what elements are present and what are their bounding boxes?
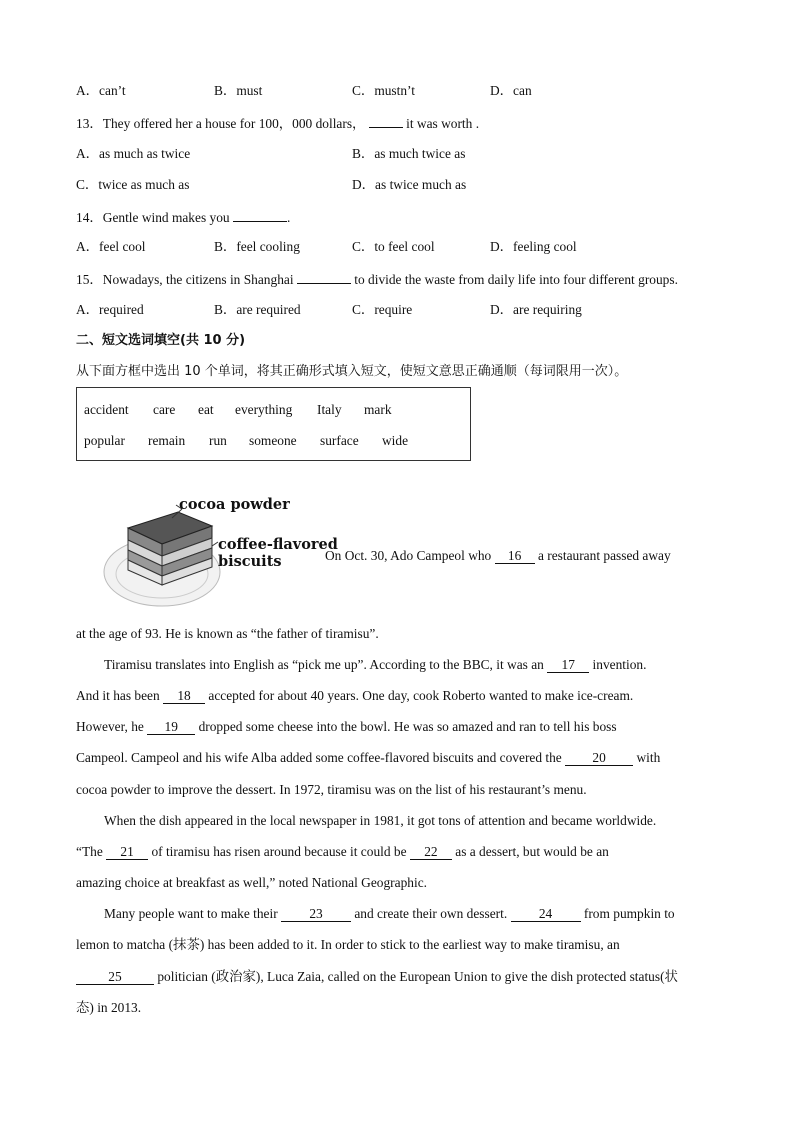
q15-option-c: C．require: [352, 302, 413, 317]
blank-18: 18: [163, 689, 205, 704]
q14-stem-before: 14．Gentle wind makes you: [76, 210, 230, 225]
passage-text: Campeol. Campeol and his wife Alba added some coffee-flavored biscuits and covered the: [76, 750, 566, 765]
blank-22: 22: [410, 845, 452, 860]
passage-text: And it has been: [76, 688, 164, 703]
word-popular: popular: [84, 433, 125, 448]
passage-line-6: [76, 750, 660, 766]
passage-line-13: [76, 969, 678, 985]
passage-line-3: [104, 657, 646, 673]
q12-option-d: D．can: [490, 83, 532, 98]
word-care: care: [153, 402, 176, 417]
q15-stem-before: 15．Nowadays, the citizens in Shanghai: [76, 272, 294, 287]
passage-text: invention.: [589, 657, 647, 672]
word-surface: surface: [320, 433, 359, 448]
tiramisu-figure: [100, 490, 338, 612]
word-run: run: [209, 433, 227, 448]
blank-20: 20: [565, 751, 633, 766]
passage-text: with: [633, 750, 661, 765]
q13-option-a: A．as much as twice: [76, 146, 191, 161]
q14-option-b: B．feel cooling: [214, 239, 300, 254]
passage-line-14: 态) in 2013.: [76, 1000, 142, 1015]
passage-text: “The: [76, 844, 107, 859]
passage-text: politician (政治家), Luca Zaia, called on the European Union to give the dish protected status(状: [154, 969, 678, 984]
word-eat: eat: [198, 402, 214, 417]
figure-label-biscuits: biscuits: [218, 553, 282, 570]
q14-option-d: D．feeling cool: [490, 239, 577, 254]
q13-stem-before: 13．They offered her a house for 100，000 dollars，: [76, 116, 366, 131]
passage-line-12: lemon to matcha (抹茶) has been added to it. In order to stick to the earliest way to make tiramisu, an: [76, 937, 620, 952]
blank-23: 23: [281, 907, 351, 922]
blank-21: 21: [106, 845, 148, 860]
q15-option-a: A．required: [76, 302, 144, 317]
passage-line-1: [325, 548, 671, 564]
word-italy: Italy: [317, 402, 342, 417]
passage-text: of tiramisu has risen around because it could be: [148, 844, 410, 859]
q12-option-b: B．must: [214, 83, 263, 98]
blank-24: 24: [511, 907, 581, 922]
passage-text: as a dessert, but would be an: [451, 844, 609, 859]
passage-text: Tiramisu translates into English as “pick me up”. According to the BBC, it was an: [104, 657, 548, 672]
section2-instruction: 从下面方框中选出 10 个单词，将其正确形式填入短文，使短文意思正确通顺（每词限用一次）。: [76, 364, 628, 379]
q13-stem-after: it was worth .: [402, 116, 480, 131]
q15-blank: [297, 270, 351, 284]
passage-text: However, he: [76, 719, 148, 734]
word-someone: someone: [249, 433, 297, 448]
passage-line-2: at the age of 93. He is known as “the father of tiramisu”.: [76, 626, 379, 641]
passage-text: Many people want to make their: [104, 906, 282, 921]
passage-text: dropped some cheese into the bowl. He was so amazed and ran to tell his boss: [195, 719, 617, 734]
passage-line-9: [76, 844, 609, 860]
q13-option-c: C．twice as much as: [76, 177, 190, 192]
q12-option-c: C．mustn’t: [352, 83, 415, 98]
q15-stem-after: to divide the waste from daily life into four different groups.: [350, 272, 678, 287]
word-mark: mark: [364, 402, 392, 417]
q15-option-b: B．are required: [214, 302, 301, 317]
word-accident: accident: [84, 402, 129, 417]
q13-option-d: D．as twice much as: [352, 177, 467, 192]
passage-text: from pumpkin to: [580, 906, 675, 921]
passage-line-7: cocoa powder to improve the dessert. In 1972, tiramisu was on the list of his restaurant’s menu.: [76, 782, 587, 797]
figure-label-coffee-flavored: coffee-flavored: [218, 536, 338, 553]
passage-line-5: [76, 719, 617, 735]
passage-text: On Oct. 30, Ado Campeol who: [325, 548, 495, 563]
word-everything: everything: [235, 402, 293, 417]
q14-stem-after: .: [286, 210, 291, 225]
passage-text: and create their own dessert.: [351, 906, 511, 921]
q13-stem: [76, 114, 479, 132]
blank-16: 16: [495, 549, 535, 564]
blank-19: 19: [147, 720, 195, 735]
q14-blank: [233, 208, 287, 222]
q14-option-c: C．to feel cool: [352, 239, 435, 254]
blank-25: 25: [76, 970, 154, 985]
q13-option-b: B．as much twice as: [352, 146, 466, 161]
passage-line-11: [104, 906, 675, 922]
blank-17: 17: [547, 658, 589, 673]
passage-line-10: amazing choice at breakfast as well,” noted National Geographic.: [76, 875, 427, 890]
section2-title: 二、短文选词填空(共 10 分): [76, 333, 246, 348]
word-remain: remain: [148, 433, 186, 448]
passage-text: a restaurant passed away: [534, 548, 671, 563]
q15-option-d: D．are requiring: [490, 302, 582, 317]
passage-line-4: [76, 688, 633, 704]
passage-line-8: When the dish appeared in the local newspaper in 1981, it got tons of attention and became worldwide.: [104, 813, 657, 828]
q12-option-a: A．can’t: [76, 83, 126, 98]
word-wide: wide: [382, 433, 409, 448]
word-bank-box: [76, 387, 471, 461]
passage-text: accepted for about 40 years. One day, cook Roberto wanted to make ice-cream.: [205, 688, 634, 703]
figure-label-cocoa-powder: cocoa powder: [179, 496, 290, 513]
q13-blank: [369, 114, 403, 128]
q15-stem: [76, 270, 678, 288]
q14-stem: [76, 208, 290, 226]
q14-option-a: A．feel cool: [76, 239, 146, 254]
